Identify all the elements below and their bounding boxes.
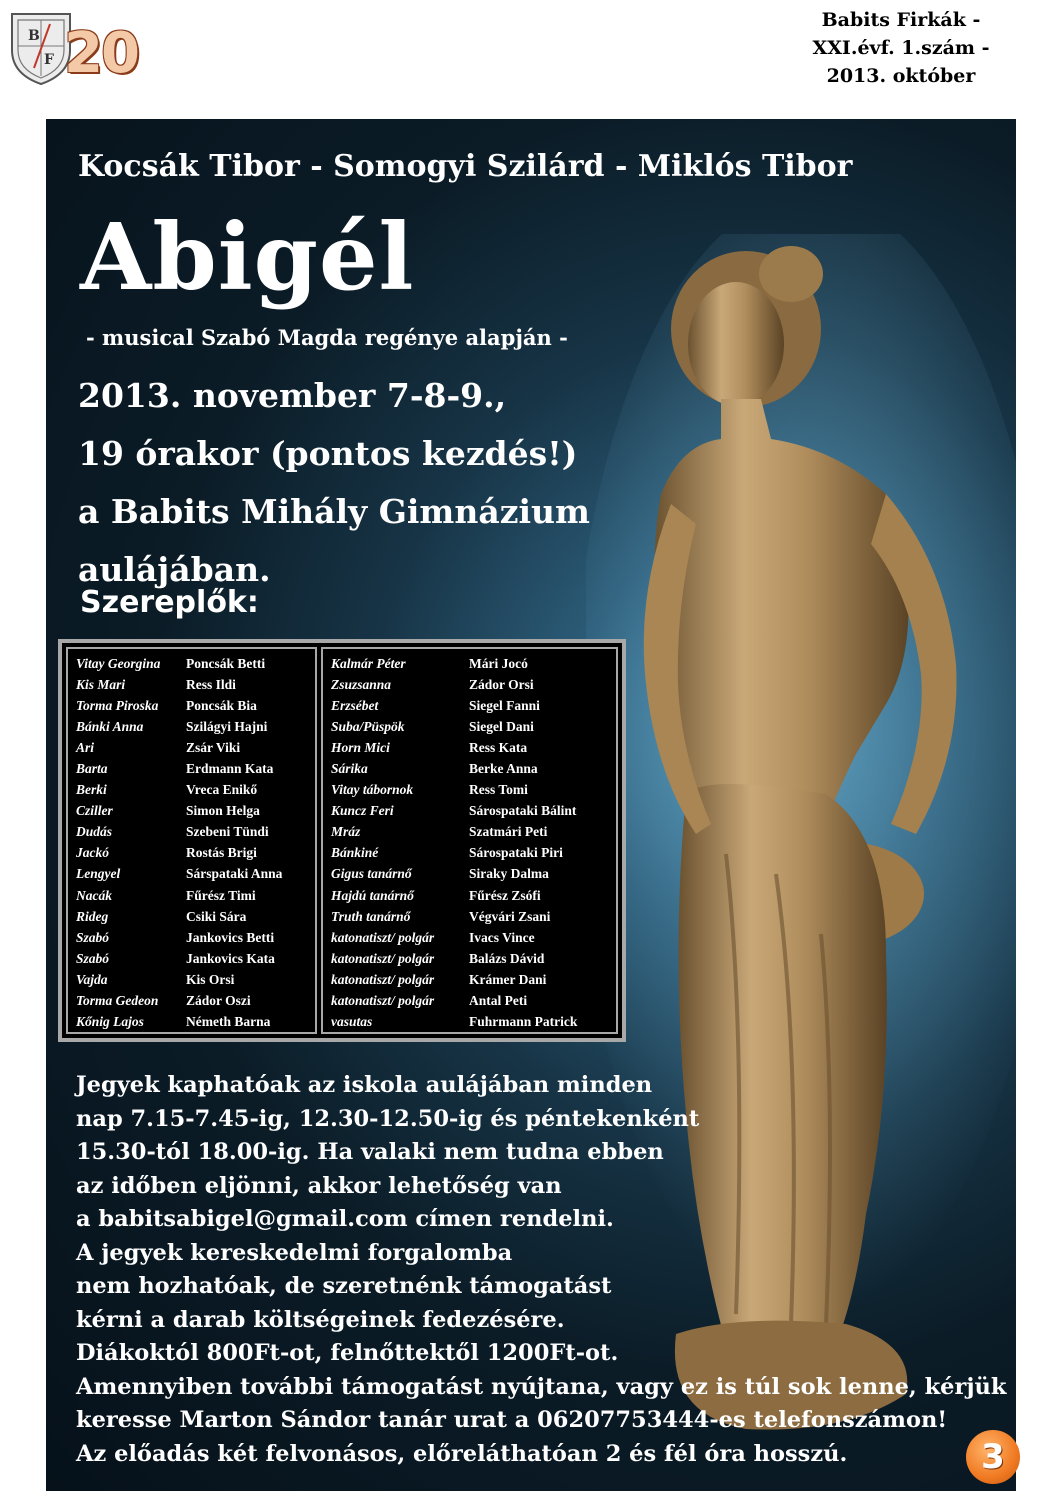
authors: Kocsák Tibor - Somogyi Szilárd - Miklós Tibor bbox=[78, 149, 853, 184]
cast-role: Gigus tanárnő bbox=[331, 866, 412, 882]
cast-row bbox=[76, 758, 307, 779]
cast-column-left bbox=[66, 647, 317, 1034]
cast-actor: Siegel Fanni bbox=[469, 697, 540, 713]
details-line: 2013. november 7-8-9., bbox=[78, 376, 507, 415]
cast-role: Erzsébet bbox=[331, 697, 379, 713]
cast-row bbox=[76, 653, 307, 674]
cast-row bbox=[331, 843, 608, 864]
cast-row bbox=[331, 991, 608, 1012]
cast-actor: Rostás Brigi bbox=[186, 845, 257, 861]
cast-actor: Siraky Dalma bbox=[469, 866, 549, 882]
info-line: nap 7.15-7.45-ig, 12.30-12.50-ig és péntekenként bbox=[76, 1105, 700, 1132]
info-line: a babitsabigel@gmail.com címen rendelni. bbox=[76, 1206, 614, 1232]
page-number: 3 bbox=[966, 1430, 1020, 1484]
cast-role: Lengyel bbox=[76, 866, 121, 882]
cast-role: Szabó bbox=[76, 929, 110, 945]
cast-table bbox=[58, 639, 626, 1042]
cast-role: Sárika bbox=[331, 761, 368, 777]
cast-row bbox=[76, 948, 307, 969]
masthead-line: 2013. október bbox=[826, 65, 976, 87]
cast-row bbox=[76, 906, 307, 927]
cast-row bbox=[331, 1012, 608, 1033]
anniversary-number: 20 bbox=[64, 21, 138, 86]
cast-row bbox=[331, 695, 608, 716]
cast-row bbox=[76, 843, 307, 864]
ticket-info bbox=[76, 1069, 1006, 1471]
cast-role: Rideg bbox=[76, 908, 109, 924]
cast-actor: Poncsák Betti bbox=[186, 655, 266, 671]
cast-row bbox=[76, 1012, 307, 1033]
cast-role: Szabó bbox=[76, 950, 110, 966]
cast-row bbox=[331, 948, 608, 969]
cast-role: Vajda bbox=[76, 971, 108, 987]
cast-row bbox=[76, 885, 307, 906]
cast-row bbox=[76, 927, 307, 948]
cast-actor: Kis Orsi bbox=[186, 971, 235, 987]
cast-actor: Antal Peti bbox=[469, 993, 528, 1009]
cast-row bbox=[331, 906, 608, 927]
cast-role: Torma Gedeon bbox=[76, 993, 159, 1009]
cast-role: Torma Piroska bbox=[76, 697, 159, 713]
cast-actor: Simon Helga bbox=[186, 803, 260, 819]
cast-actor: Vreca Enikő bbox=[186, 782, 258, 798]
cast-row bbox=[331, 758, 608, 779]
cast-role: Nacák bbox=[76, 887, 112, 903]
cast-heading: Szereplők: bbox=[80, 585, 259, 620]
cast-row bbox=[76, 864, 307, 885]
cast-role: katonatiszt/ polgár bbox=[331, 929, 435, 945]
cast-actor: Erdmann Kata bbox=[186, 761, 274, 777]
cast-role: Berki bbox=[76, 782, 107, 798]
cast-actor: Ress Kata bbox=[469, 739, 528, 755]
masthead bbox=[786, 6, 1016, 90]
info-line: az időben eljönni, akkor lehetőség van bbox=[76, 1172, 562, 1199]
poster-title: Abigél bbox=[80, 203, 415, 311]
cast-row bbox=[331, 927, 608, 948]
cast-row bbox=[331, 737, 608, 758]
cast-actor: Ress Ildi bbox=[186, 676, 236, 692]
cast-row bbox=[76, 822, 307, 843]
abigel-poster bbox=[46, 119, 1016, 1491]
cast-role: Kuncz Feri bbox=[331, 803, 394, 819]
info-line: Diákoktól 800Ft-ot, felnőttektől 1200Ft-ot. bbox=[76, 1340, 619, 1366]
cast-actor: Jankovics Kata bbox=[186, 950, 275, 966]
cast-actor: Csiki Sára bbox=[186, 908, 247, 924]
cast-role: Ari bbox=[76, 739, 95, 755]
cast-row bbox=[331, 969, 608, 990]
cast-actor: Mári Jocó bbox=[469, 655, 528, 671]
cast-actor: Ivacs Vince bbox=[469, 929, 535, 945]
cast-role: Dudás bbox=[76, 824, 113, 840]
cast-row bbox=[331, 716, 608, 737]
cast-row bbox=[331, 822, 608, 843]
cast-actor: Szebeni Tündi bbox=[186, 824, 269, 840]
cast-row bbox=[76, 674, 307, 695]
cast-role: Barta bbox=[76, 761, 108, 777]
cast-actor: Poncsák Bia bbox=[186, 697, 257, 713]
cast-actor: Szilágyi Hajni bbox=[186, 718, 268, 734]
cast-role: Suba/Püspök bbox=[331, 718, 405, 734]
cast-role: katonatiszt/ polgár bbox=[331, 993, 435, 1009]
cast-row bbox=[76, 801, 307, 822]
cast-row bbox=[331, 780, 608, 801]
cast-actor: Ress Tomi bbox=[469, 782, 528, 798]
poster-subtitle: - musical Szabó Magda regénye alapján - bbox=[86, 325, 568, 350]
cast-role: Truth tanárnő bbox=[331, 908, 411, 924]
cast-role: Kőnig Lajos bbox=[76, 1014, 144, 1030]
details-line: aulájában. bbox=[78, 550, 271, 589]
cast-actor: Sárspataki Anna bbox=[186, 866, 283, 882]
info-line: nem hozhatóak, de szeretnénk támogatást bbox=[76, 1273, 612, 1299]
cast-row bbox=[76, 780, 307, 801]
cast-role: Jackó bbox=[76, 845, 109, 861]
info-line: 15.30-tól 18.00-ig. Ha valaki nem tudna ebben bbox=[76, 1139, 664, 1165]
cast-actor: Zádor Oszi bbox=[186, 993, 251, 1009]
details-line: a Babits Mihály Gimnázium bbox=[78, 492, 590, 531]
cast-role: Kalmár Péter bbox=[331, 655, 406, 671]
cast-row bbox=[76, 969, 307, 990]
performance-details bbox=[78, 367, 590, 599]
cast-actor: Fűrész Zsófi bbox=[469, 887, 541, 903]
cast-actor: Szatmári Peti bbox=[469, 824, 548, 840]
cast-row bbox=[331, 674, 608, 695]
cast-role: Kis Mari bbox=[76, 676, 126, 692]
cast-row bbox=[76, 716, 307, 737]
cast-row bbox=[331, 864, 608, 885]
cast-role: Vitay tábornok bbox=[331, 782, 414, 798]
svg-text:F: F bbox=[44, 52, 54, 68]
cast-actor: Berke Anna bbox=[469, 761, 538, 777]
svg-text:B: B bbox=[28, 28, 40, 44]
cast-role: Hajdú tanárnő bbox=[331, 887, 414, 903]
cast-actor: Krámer Dani bbox=[469, 971, 547, 987]
masthead-line: Babits Firkák - bbox=[821, 9, 981, 31]
cast-actor: Németh Barna bbox=[186, 1014, 271, 1030]
details-line: 19 órakor (pontos kezdés!) bbox=[78, 434, 578, 473]
masthead-line: XXI.évf. 1.szám - bbox=[812, 37, 990, 59]
cast-role: Mráz bbox=[331, 824, 361, 840]
cast-actor: Zsár Viki bbox=[186, 739, 241, 755]
cast-role: vasutas bbox=[331, 1014, 373, 1030]
cast-row bbox=[331, 653, 608, 674]
cast-actor: Végvári Zsani bbox=[469, 908, 551, 924]
cast-role: katonatiszt/ polgár bbox=[331, 971, 435, 987]
cast-role: Cziller bbox=[76, 803, 113, 819]
info-line: kérni a darab költségeinek fedezésére. bbox=[76, 1306, 565, 1333]
cast-role: Horn Mici bbox=[331, 739, 390, 755]
cast-actor: Balázs Dávid bbox=[469, 950, 545, 966]
cast-actor: Siegel Dani bbox=[469, 718, 534, 734]
cast-role: Zsuzsanna bbox=[331, 676, 392, 692]
cast-actor: Jankovics Betti bbox=[186, 929, 275, 945]
cast-row bbox=[331, 801, 608, 822]
info-line: Jegyek kaphatóak az iskola aulájában minden bbox=[76, 1072, 653, 1098]
cast-role: katonatiszt/ polgár bbox=[331, 950, 435, 966]
cast-row bbox=[331, 885, 608, 906]
info-line: Az előadás két felvonásos, előreláthatóan 2 és fél óra hosszú. bbox=[76, 1440, 848, 1467]
cast-actor: Zádor Orsi bbox=[469, 676, 534, 692]
cast-role: Bánkiné bbox=[331, 845, 379, 861]
cast-actor: Sárospataki Piri bbox=[469, 845, 563, 861]
info-line: Amennyiben további támogatást nyújtana, vagy ez is túl sok lenne, kérjük bbox=[76, 1373, 1007, 1400]
cast-row bbox=[76, 991, 307, 1012]
info-line: A jegyek kereskedelmi forgalomba bbox=[76, 1239, 513, 1266]
cast-column-right bbox=[321, 647, 618, 1034]
cast-role: Bánki Anna bbox=[76, 718, 144, 734]
cast-actor: Sárospataki Bálint bbox=[469, 803, 577, 819]
info-line: keresse Marton Sándor tanár urat a 06207753444-es telefonszámon! bbox=[76, 1407, 948, 1433]
cast-actor: Fűrész Timi bbox=[186, 887, 256, 903]
cast-actor: Fuhrmann Patrick bbox=[469, 1014, 578, 1030]
cast-row bbox=[76, 737, 307, 758]
cast-role: Vitay Georgina bbox=[76, 655, 161, 671]
cast-row bbox=[76, 695, 307, 716]
